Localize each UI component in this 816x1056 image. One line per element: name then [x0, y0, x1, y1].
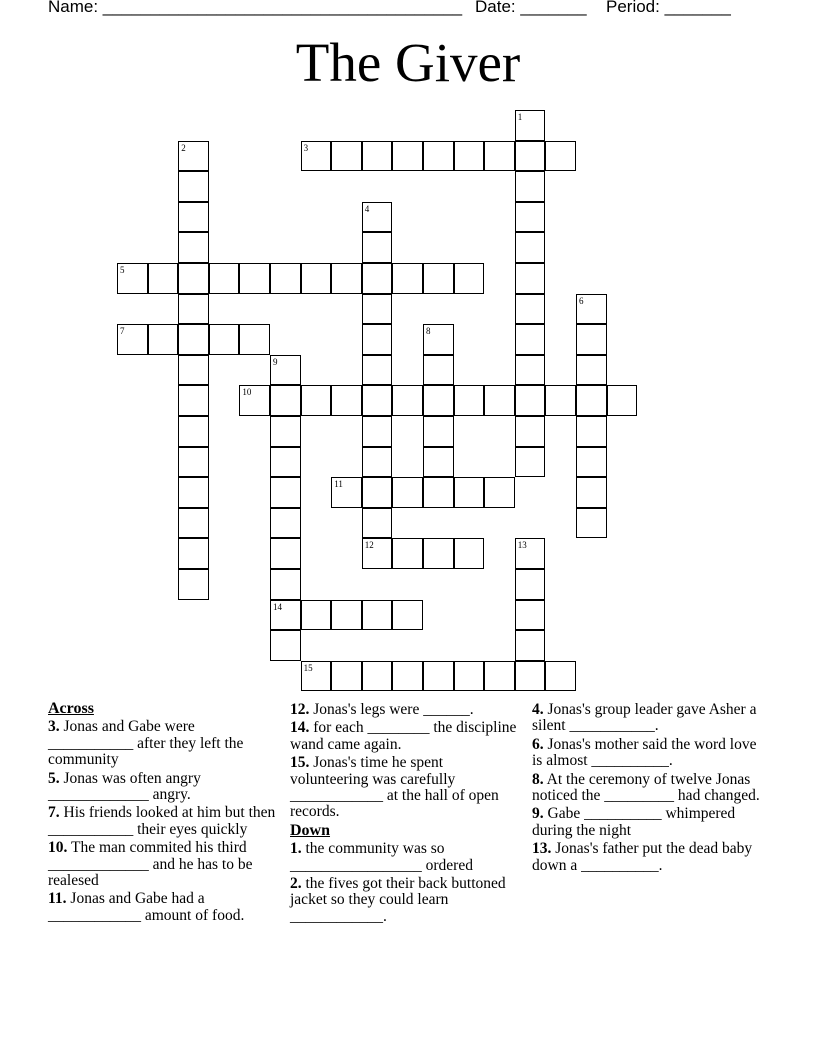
clue-down-8	[532, 772, 768, 805]
crossword-cell[interactable]	[484, 477, 515, 508]
cell-number: 12	[364, 540, 374, 551]
crossword-cell[interactable]	[270, 416, 301, 447]
crossword-cell[interactable]	[545, 141, 576, 172]
crossword-cell[interactable]	[392, 600, 423, 631]
crossword-cell[interactable]	[270, 508, 301, 539]
crossword-cell[interactable]	[270, 263, 301, 294]
clue-number: 13.	[532, 840, 552, 858]
crossword-cell[interactable]	[239, 385, 270, 416]
crossword-cell[interactable]	[331, 263, 362, 294]
crossword-cell[interactable]	[362, 538, 393, 569]
crossword-cell[interactable]	[301, 141, 332, 172]
crossword-cell[interactable]	[270, 477, 301, 508]
crossword-cell[interactable]	[484, 141, 515, 172]
crossword-cell[interactable]	[515, 569, 546, 600]
crossword-cell[interactable]	[515, 171, 546, 202]
crossword-cell[interactable]	[178, 416, 209, 447]
clue-down-2	[290, 876, 522, 925]
crossword-cell[interactable]	[148, 324, 179, 355]
cell-number: 5	[120, 265, 125, 275]
clue-across-5	[48, 771, 280, 804]
cell-number: 10	[242, 387, 252, 398]
crossword-cell[interactable]	[515, 324, 546, 355]
crossword-cell[interactable]	[392, 263, 423, 294]
crossword-cell[interactable]	[301, 661, 332, 692]
crossword-cell[interactable]	[331, 661, 362, 692]
crossword-cell[interactable]	[515, 141, 546, 172]
clue-down-9	[532, 806, 768, 839]
crossword-cell[interactable]	[331, 477, 362, 508]
clue-down-1	[290, 841, 522, 874]
cell-number: 8	[426, 326, 431, 337]
crossword-cell[interactable]	[362, 447, 393, 478]
crossword-cell[interactable]	[301, 263, 332, 294]
clue-number: 10.	[48, 839, 68, 857]
clues-column-2	[290, 702, 522, 927]
crossword-cell[interactable]	[484, 661, 515, 692]
crossword-cell[interactable]	[117, 263, 148, 294]
crossword-cell[interactable]	[362, 141, 393, 172]
crossword-cell[interactable]	[545, 385, 576, 416]
crossword-cell[interactable]	[331, 141, 362, 172]
date-field[interactable]: Date: _______	[475, 0, 587, 16]
crossword-cell[interactable]	[209, 263, 240, 294]
crossword-cell[interactable]	[454, 263, 485, 294]
clue-text: Jonas's group leader gave Asher a silent ___________.	[532, 701, 757, 735]
crossword-cell[interactable]	[515, 600, 546, 631]
cell-number: 14	[273, 601, 282, 612]
crossword-cell[interactable]	[362, 508, 393, 539]
crossword-cell[interactable]	[270, 447, 301, 478]
crossword-cell[interactable]	[362, 385, 393, 416]
down-heading: Down	[290, 821, 331, 839]
page-title: The Giver	[295, 32, 521, 93]
crossword-cell[interactable]	[454, 538, 485, 569]
crossword-cell[interactable]	[270, 538, 301, 569]
clue-text: The man commited his third _____________ and he has to be realesed	[48, 839, 253, 890]
crossword-cell[interactable]	[454, 385, 485, 416]
crossword-cell[interactable]	[515, 294, 546, 325]
crossword-cell[interactable]	[178, 294, 209, 325]
crossword-cell[interactable]	[392, 538, 423, 569]
across-heading: Across	[48, 700, 94, 717]
crossword-cell[interactable]	[178, 232, 209, 263]
crossword-cell[interactable]	[515, 630, 546, 661]
clue-text: Jonas's legs were ______.	[309, 701, 474, 718]
crossword-cell[interactable]	[239, 324, 270, 355]
clue-down-13	[532, 841, 768, 874]
name-field[interactable]: Name: ______________________________________	[48, 0, 463, 16]
crossword-cell[interactable]	[362, 202, 393, 233]
clue-across-12	[290, 702, 522, 718]
crossword-cell[interactable]	[178, 355, 209, 386]
clue-text: the fives got their back buttoned jacket so they could learn ____________.	[290, 875, 506, 925]
clue-number: 14.	[290, 719, 310, 737]
crossword-cell[interactable]	[515, 661, 546, 692]
clue-text: Gabe __________ whimpered during the night	[532, 805, 736, 839]
crossword-cell[interactable]	[392, 477, 423, 508]
clue-text: Jonas and Gabe were ___________ after they left the community	[48, 718, 244, 769]
clues-column-3	[532, 702, 768, 876]
crossword-cell[interactable]	[423, 385, 454, 416]
crossword-cell[interactable]	[362, 263, 393, 294]
crossword-cell[interactable]	[178, 447, 209, 478]
crossword-cell[interactable]	[178, 263, 209, 294]
crossword-cell[interactable]	[576, 416, 607, 447]
crossword-cell[interactable]	[362, 324, 393, 355]
crossword-cell[interactable]	[392, 661, 423, 692]
crossword-cell[interactable]	[515, 447, 546, 478]
clue-number: 11.	[48, 890, 67, 908]
clue-text: for each ________ the discipline wand came again.	[290, 719, 517, 753]
crossword-cell[interactable]	[515, 538, 546, 569]
crossword-cell[interactable]	[576, 508, 607, 539]
crossword-cell[interactable]	[423, 661, 454, 692]
clue-down-4	[532, 702, 768, 735]
crossword-cell[interactable]	[423, 141, 454, 172]
clue-text: Jonas was often angry _____________ angry.	[48, 769, 201, 804]
crossword-cell[interactable]	[301, 385, 332, 416]
clue-across-11	[48, 891, 280, 924]
crossword-cell[interactable]	[362, 232, 393, 263]
crossword-cell[interactable]	[484, 385, 515, 416]
crossword-cell[interactable]	[454, 141, 485, 172]
clue-text: At the ceremony of twelve Jonas noticed the _________ had changed.	[532, 770, 760, 805]
crossword-cell[interactable]	[392, 141, 423, 172]
crossword-cell[interactable]	[515, 416, 546, 447]
crossword-cell[interactable]	[362, 477, 393, 508]
crossword-cell[interactable]	[423, 324, 454, 355]
crossword-cell[interactable]	[239, 263, 270, 294]
clue-text: His friends looked at him but then ___________ their eyes quickly	[48, 804, 276, 838]
clue-text: Jonas and Gabe had a ____________ amount of food.	[48, 890, 245, 924]
crossword-cell[interactable]	[515, 355, 546, 386]
crossword-cell[interactable]	[545, 661, 576, 692]
crossword-cell[interactable]	[178, 569, 209, 600]
cell-number: 2	[181, 142, 186, 153]
clues-column-1	[48, 701, 280, 926]
crossword-cell[interactable]	[178, 508, 209, 539]
crossword-cell[interactable]	[148, 263, 179, 294]
crossword-cell[interactable]	[301, 600, 332, 631]
clue-number: 7.	[48, 804, 60, 822]
crossword-cell[interactable]	[178, 538, 209, 569]
crossword-cell[interactable]	[515, 202, 546, 233]
crossword-cell[interactable]	[576, 385, 607, 416]
crossword-cell[interactable]	[178, 324, 209, 355]
clue-number: 5.	[48, 769, 60, 787]
crossword-cell[interactable]	[423, 263, 454, 294]
crossword-cell[interactable]	[331, 600, 362, 631]
crossword-cell[interactable]	[515, 232, 546, 263]
cell-number: 15	[303, 662, 313, 673]
crossword-cell[interactable]	[423, 447, 454, 478]
crossword-cell[interactable]	[423, 477, 454, 508]
clue-across-3	[48, 719, 280, 768]
crossword-cell[interactable]	[515, 263, 546, 294]
clue-number: 15.	[290, 754, 310, 772]
clue-text: Jonas's time he spent volunteering was carefully ____________ at the hall of open records.	[290, 754, 499, 821]
crossword-cell[interactable]	[270, 569, 301, 600]
crossword-cell[interactable]	[209, 324, 240, 355]
clue-across-14	[290, 720, 522, 753]
clue-number: 12.	[290, 701, 310, 718]
clue-number: 4.	[532, 701, 544, 718]
crossword-cell[interactable]	[392, 385, 423, 416]
clue-number: 6.	[532, 735, 544, 753]
clue-number: 2.	[290, 875, 302, 893]
crossword-cell[interactable]	[423, 538, 454, 569]
crossword-cell[interactable]	[331, 385, 362, 416]
crossword-cell[interactable]	[362, 600, 393, 631]
crossword-cell[interactable]	[515, 110, 546, 141]
crossword-cell[interactable]	[270, 630, 301, 661]
cell-number: 7	[120, 326, 125, 337]
crossword-cell[interactable]	[117, 324, 148, 355]
crossword-cell[interactable]	[178, 385, 209, 416]
crossword-cell[interactable]	[362, 416, 393, 447]
crossword-cell[interactable]	[454, 477, 485, 508]
cell-number: 1	[517, 112, 523, 122]
crossword-cell[interactable]	[423, 416, 454, 447]
clue-across-7	[48, 805, 280, 838]
clue-number: 3.	[48, 718, 60, 736]
clue-across-10	[48, 840, 280, 889]
crossword-cell[interactable]	[362, 355, 393, 386]
crossword-cell[interactable]	[576, 447, 607, 478]
crossword-cell[interactable]	[515, 385, 546, 416]
cell-number: 6	[579, 295, 584, 306]
cell-number: 3	[303, 142, 309, 153]
period-field[interactable]: Period: _______	[606, 0, 731, 16]
crossword-cell[interactable]	[178, 477, 209, 508]
clue-number: 9.	[532, 805, 544, 823]
cell-number: 9	[273, 356, 278, 367]
clue-down-6	[532, 737, 768, 770]
clue-text: the community was so _________________ ordered	[290, 840, 473, 874]
crossword-cell[interactable]	[270, 600, 301, 631]
crossword-cell[interactable]	[178, 141, 209, 172]
crossword-cell[interactable]	[270, 385, 301, 416]
crossword-cell[interactable]	[454, 661, 485, 692]
crossword-cell[interactable]	[576, 324, 607, 355]
clue-text: Jonas's mother said the word love is almost __________.	[532, 735, 757, 770]
crossword-cell[interactable]	[576, 355, 607, 386]
cell-number: 11	[334, 479, 343, 490]
clue-number: 8.	[532, 770, 544, 788]
crossword-cell[interactable]	[362, 661, 393, 692]
crossword-cell[interactable]	[423, 355, 454, 386]
crossword-cell[interactable]	[178, 202, 209, 233]
cell-number: 4	[364, 203, 370, 214]
crossword-cell[interactable]	[270, 355, 301, 386]
cell-number: 13	[517, 540, 527, 551]
crossword-cell[interactable]	[576, 294, 607, 325]
clue-across-15	[290, 755, 522, 821]
clue-text: Jonas's father put the dead baby down a __________.	[532, 840, 753, 874]
crossword-cell[interactable]	[178, 171, 209, 202]
crossword-cell[interactable]	[607, 385, 638, 416]
crossword-cell[interactable]	[576, 477, 607, 508]
clue-number: 1.	[290, 840, 302, 858]
crossword-cell[interactable]	[362, 294, 393, 325]
